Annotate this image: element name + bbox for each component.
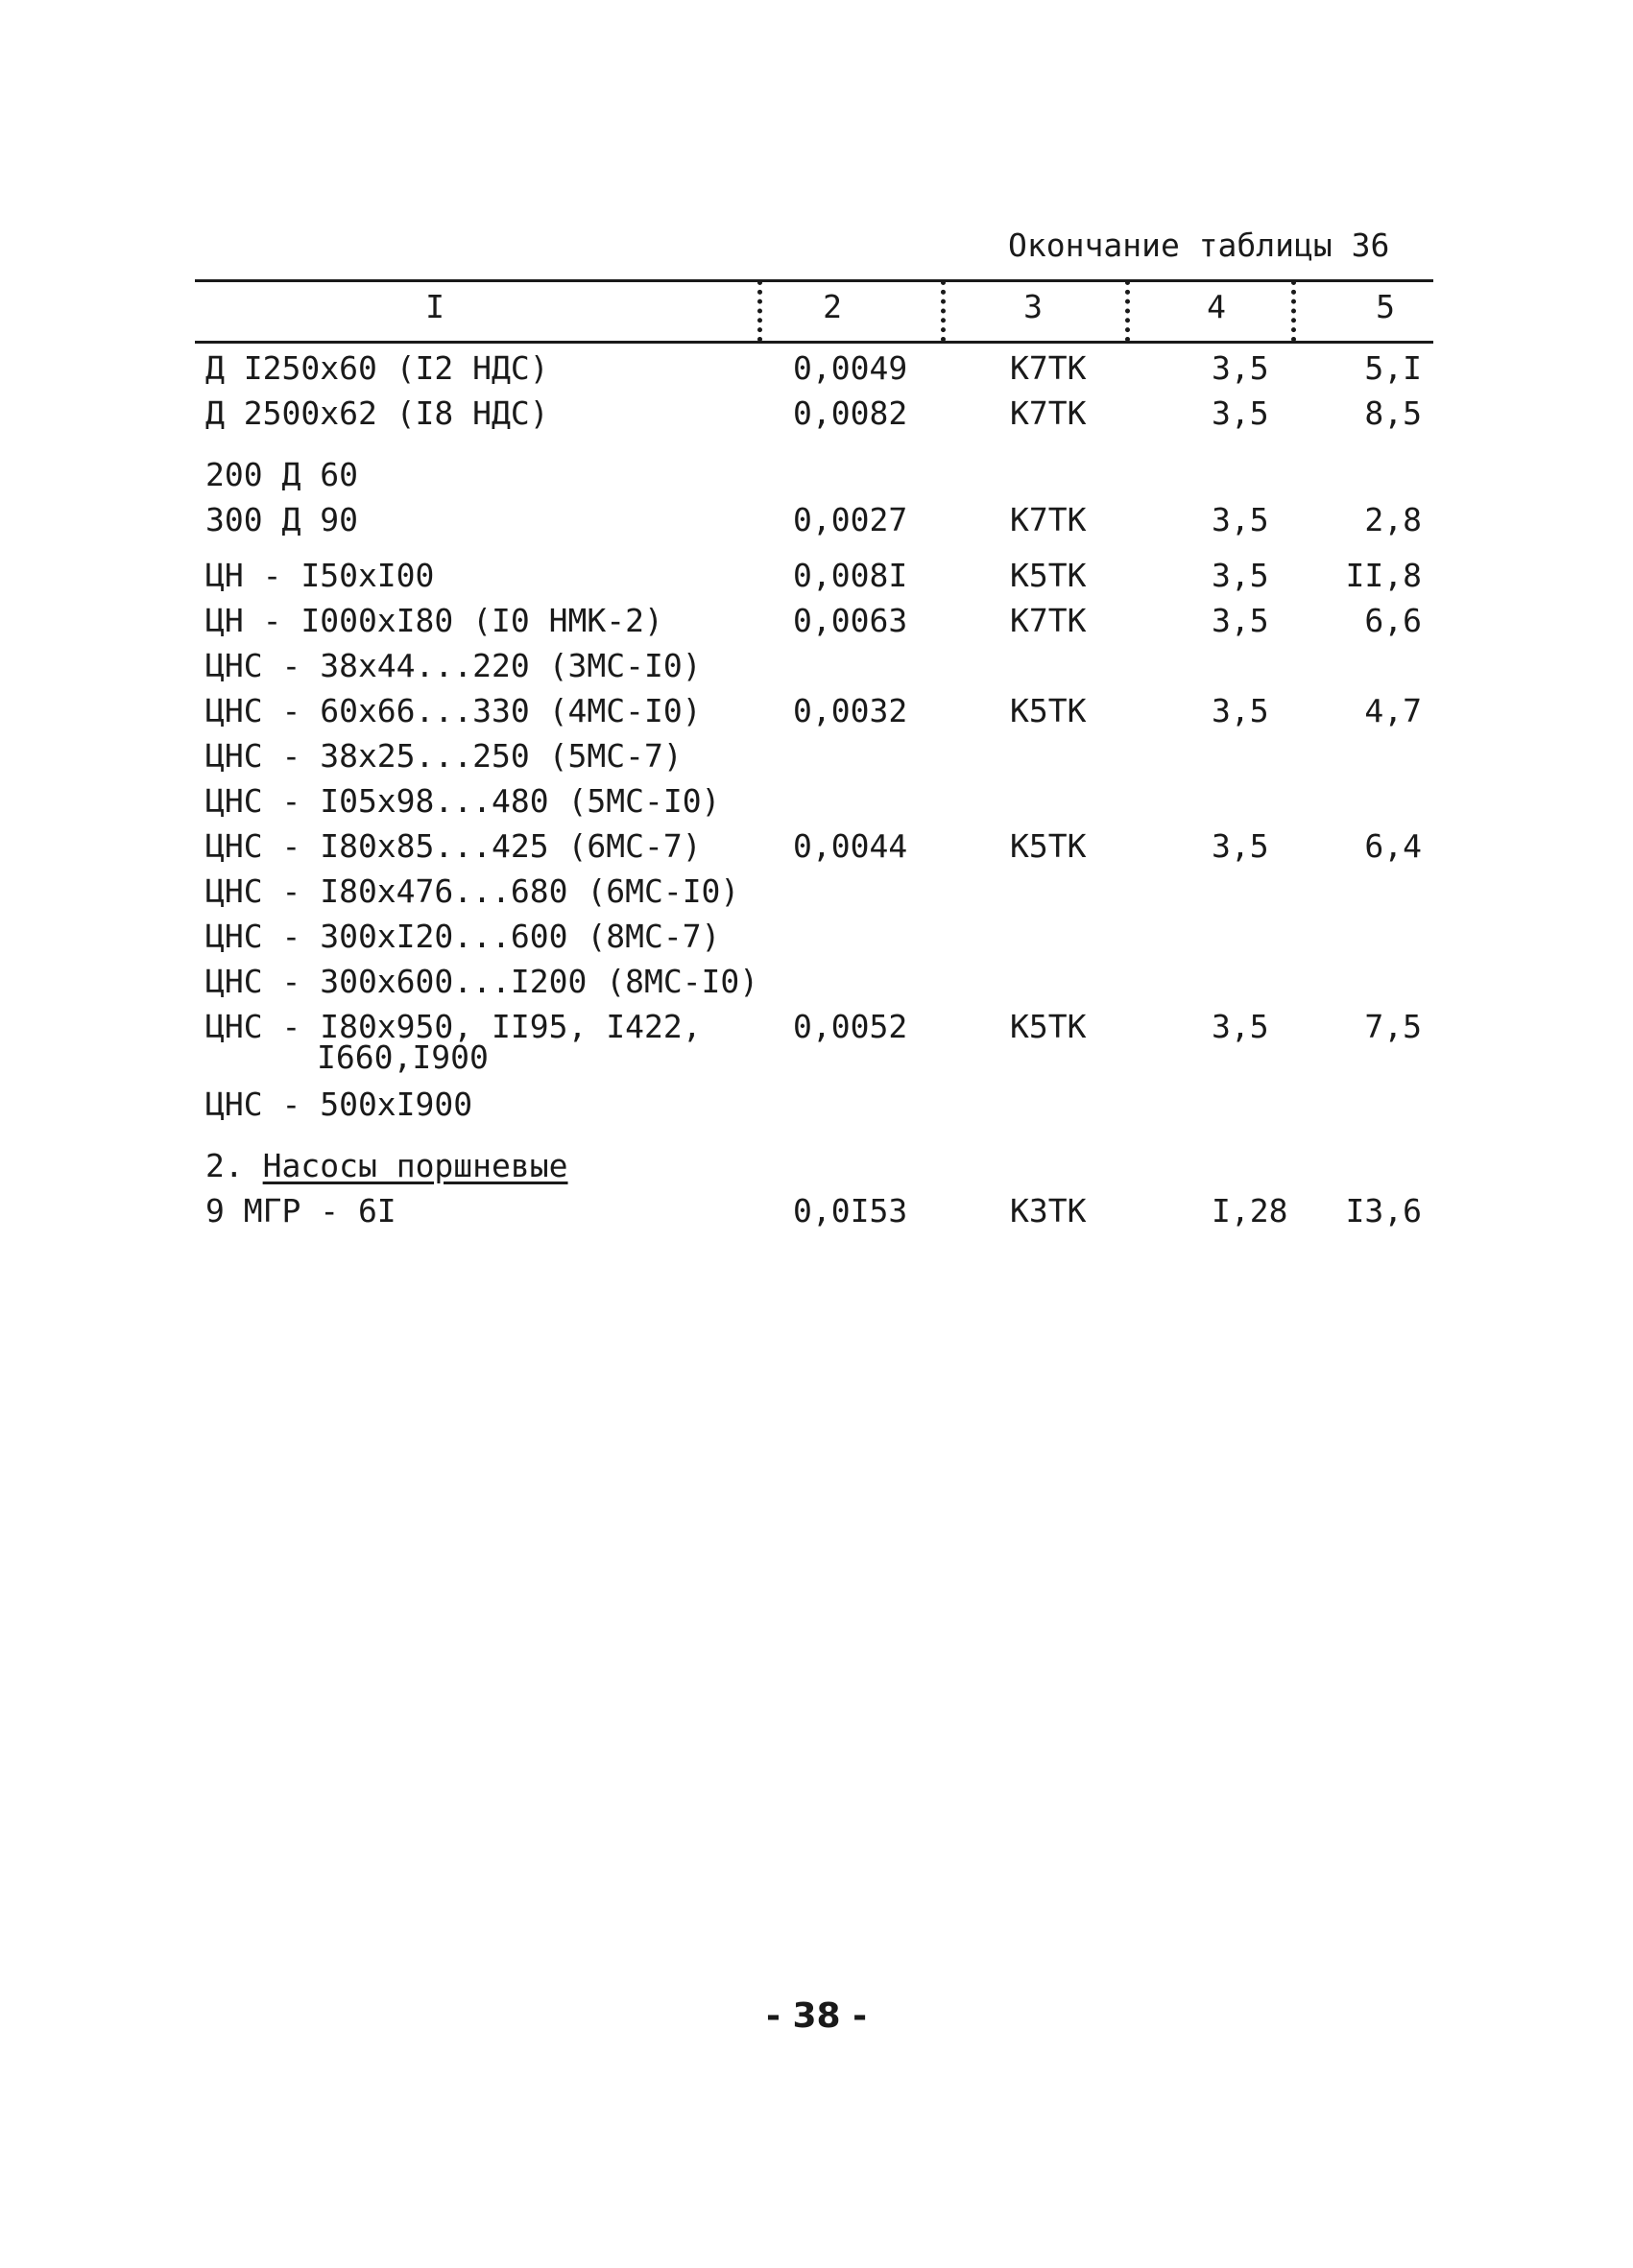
pump-model: ЦНС - 38x44...220 (3МС-I0) <box>205 647 702 684</box>
value-col-4: 3,5 <box>1212 692 1269 729</box>
pump-model: ЦН - I000xI80 (I0 НМК-2) <box>205 602 663 639</box>
value-col-5: I3,6 <box>1345 1192 1422 1229</box>
pump-model: ЦНС - I05x98...480 (5МС-I0) <box>205 782 721 820</box>
value-col-5: 2,8 <box>1364 501 1422 538</box>
table-row <box>0 963 1633 1007</box>
value-col-2: 0,0082 <box>793 394 908 432</box>
header-col-2: 2 <box>823 288 842 325</box>
table-row <box>0 782 1633 826</box>
pump-model: ЦНС - 38x25...250 (5МС-7) <box>205 737 683 775</box>
pump-model: ЦНС - I80x950, II95, I422, <box>205 1008 702 1045</box>
table-row <box>0 349 1633 394</box>
value-col-4: 3,5 <box>1212 501 1269 538</box>
table-row <box>0 918 1633 962</box>
table-header-rule <box>195 341 1433 344</box>
value-col-3: К7ТК <box>1010 349 1087 387</box>
pump-model-continuation: I660,I900 <box>317 1039 489 1076</box>
pump-model: Д 2500x62 (I8 НДС) <box>205 394 549 432</box>
value-col-2: 0,0052 <box>793 1008 908 1045</box>
value-col-3: К7ТК <box>1010 501 1087 538</box>
value-col-2: 0,0044 <box>793 827 908 865</box>
value-col-2: 0,0032 <box>793 692 908 729</box>
column-separator <box>941 280 946 342</box>
value-col-5: 6,4 <box>1364 827 1422 865</box>
header-col-3: 3 <box>1023 288 1043 325</box>
value-col-2: 0,0049 <box>793 349 908 387</box>
table-row <box>0 456 1633 500</box>
value-col-2: 0,008I <box>793 557 908 594</box>
column-separator <box>1291 280 1296 342</box>
table-row <box>0 557 1633 601</box>
value-col-3: К7ТК <box>1010 394 1087 432</box>
value-col-4: 3,5 <box>1212 602 1269 639</box>
header-col-5: 5 <box>1376 288 1395 325</box>
value-col-4: 3,5 <box>1212 827 1269 865</box>
value-col-2: 0,0027 <box>793 501 908 538</box>
value-col-3: К5ТК <box>1010 1008 1087 1045</box>
value-col-3: К7ТК <box>1010 602 1087 639</box>
value-col-3: К5ТК <box>1010 827 1087 865</box>
section-number: 2. <box>205 1147 244 1184</box>
value-col-3: К3ТК <box>1010 1192 1087 1229</box>
pump-model: ЦНС - I80x85...425 (6МС-7) <box>205 827 702 865</box>
table-caption: Окончание таблицы 36 <box>1008 227 1390 264</box>
pump-model: ЦНС - I80x476...680 (6МС-I0) <box>205 872 740 910</box>
header-col-4: 4 <box>1207 288 1226 325</box>
section-heading <box>0 1147 1633 1191</box>
pump-model: 9 МГР - 6I <box>205 1192 396 1229</box>
value-col-2: 0,0063 <box>793 602 908 639</box>
pump-model: ЦН - I50xI00 <box>205 557 435 594</box>
value-col-5: 7,5 <box>1364 1008 1422 1045</box>
section-title: Насосы поршневые <box>262 1147 568 1184</box>
value-col-4: I,28 <box>1212 1192 1288 1229</box>
table-row <box>0 1008 1633 1085</box>
value-col-5: 6,6 <box>1364 602 1422 639</box>
pump-model: ЦНС - 300x600...I200 (8МС-I0) <box>205 963 759 1000</box>
column-separator <box>1125 280 1130 342</box>
column-separator <box>757 280 762 342</box>
table-row <box>0 737 1633 781</box>
value-col-5: II,8 <box>1345 557 1422 594</box>
value-col-4: 3,5 <box>1212 349 1269 387</box>
table-row <box>0 692 1633 736</box>
value-col-4: 3,5 <box>1212 394 1269 432</box>
value-col-5: 8,5 <box>1364 394 1422 432</box>
pump-model: ЦНС - 500xI900 <box>205 1086 473 1123</box>
table-row <box>0 827 1633 871</box>
pump-model: ЦНС - 300xI20...600 (8МС-7) <box>205 918 721 955</box>
table-row <box>0 602 1633 646</box>
pump-model: 200 Д 60 <box>205 456 358 493</box>
value-col-4: 3,5 <box>1212 557 1269 594</box>
table-row <box>0 1086 1633 1130</box>
pump-model: 300 Д 90 <box>205 501 358 538</box>
table-row <box>0 647 1633 691</box>
page-number: - 38 - <box>765 1996 868 2036</box>
value-col-2: 0,0I53 <box>793 1192 908 1229</box>
pump-model: Д I250x60 (I2 НДС) <box>205 349 549 387</box>
value-col-3: К5ТК <box>1010 557 1087 594</box>
table-row <box>0 394 1633 439</box>
value-col-4: 3,5 <box>1212 1008 1269 1045</box>
header-col-1: I <box>425 288 444 325</box>
value-col-3: К5ТК <box>1010 692 1087 729</box>
value-col-5: 4,7 <box>1364 692 1422 729</box>
pump-model: ЦНС - 60x66...330 (4МС-I0) <box>205 692 702 729</box>
table-row <box>0 501 1633 545</box>
table-top-rule <box>195 279 1433 282</box>
value-col-5: 5,I <box>1364 349 1422 387</box>
table-row <box>0 1192 1633 1236</box>
table-row <box>0 872 1633 917</box>
